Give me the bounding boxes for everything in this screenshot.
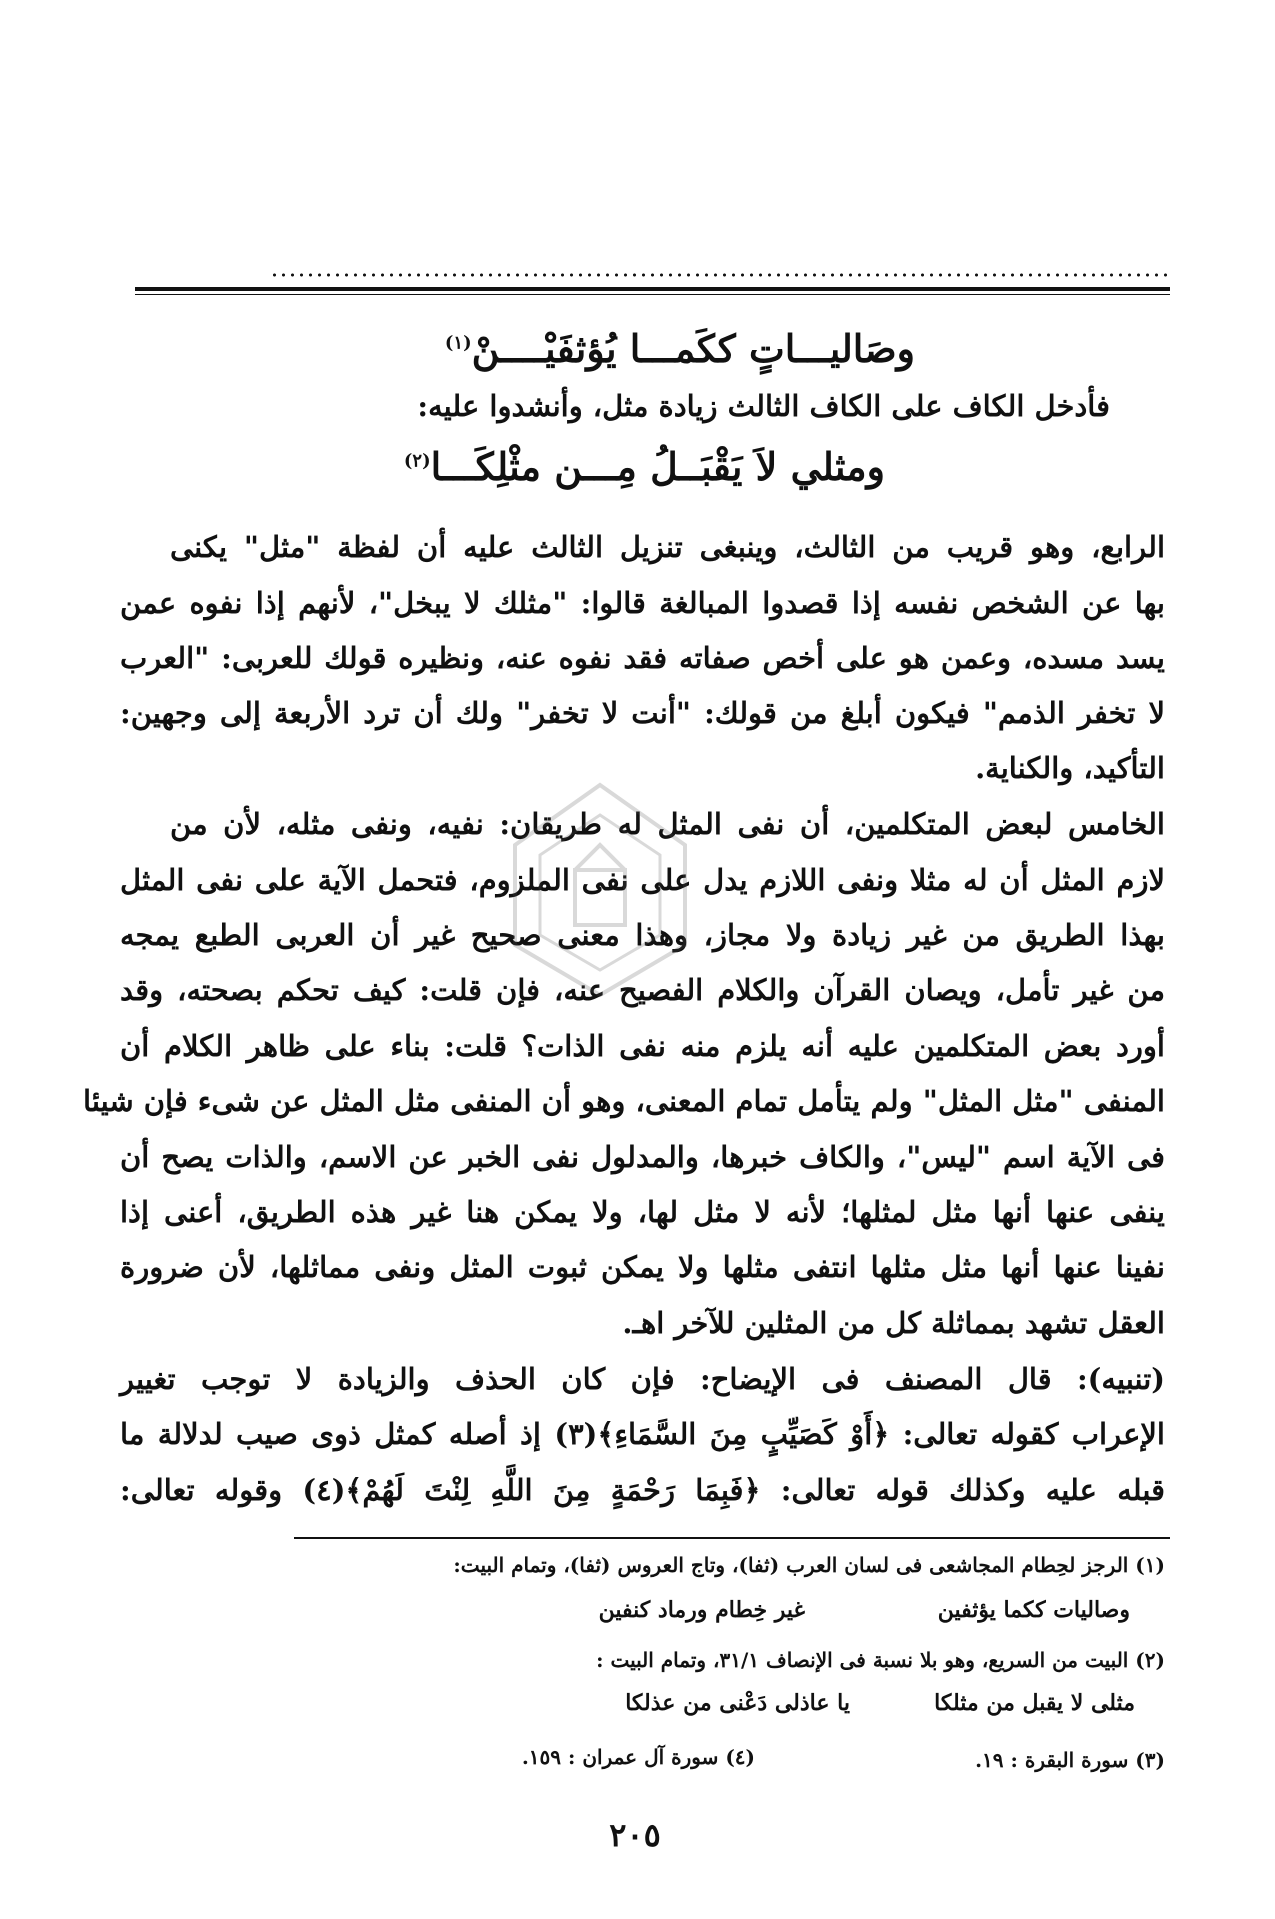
- body-line: يسد مسده، وعمن هو على أخص صفاته فقد نفوه عنه، ونظيره قولك للعربى: "العرب: [120, 641, 1165, 675]
- body-line: العقل تشهد بمماثلة كل من المثلين للآخر اهـ.: [622, 1306, 1165, 1340]
- body-line: قبله عليه وكذلك قوله تعالى: ﴿فَبِمَا رَحْمَةٍ مِنَ اللَّهِ لِنْتَ لَهُمْ﴾(٤) وقوله تعالى:: [120, 1473, 1165, 1507]
- footnote-1-verse-b: غير خِطام ورماد كنفين: [598, 1597, 805, 1623]
- body-line: لا تخفر الذمم" فيكون أبلغ من قولك: "أنت لا تخفر" ولك أن ترد الأربعة إلى وجهين:: [120, 696, 1165, 730]
- header-rule: [135, 287, 1170, 291]
- body-line: الإعراب كقوله تعالى: ﴿أَوْ كَصَيِّبٍ مِنَ السَّمَاءِ﴾(٣) إذ أصله كمثل ذوى صيب لدلالة ما: [120, 1417, 1165, 1451]
- body-line: المنفى "مثل المثل" ولم يتأمل تمام المعنى، وهو أن المنفى مثل المثل عن شىء فإن شيئا: [82, 1084, 1165, 1118]
- footnote-2-verse-b: يا عاذلى دَعْنى من عذلكا: [625, 1690, 850, 1716]
- body-line: بها عن الشخص نفسه إذا قصدوا المبالغة قالوا: "مثلك لا يبخل"، لأنهم إذا نفوه عمن: [120, 586, 1165, 620]
- intro-line: فأدخل الكاف على الكاف الثالث زيادة مثل، وأنشدوا عليه:: [417, 389, 1110, 423]
- body-line: أورد بعض المتكلمين عليه أنه يلزم منه نفى الذات؟ قلت: بناء على ظاهر الكلام أن: [120, 1029, 1165, 1063]
- body-line: التأكيد، والكناية.: [975, 751, 1165, 785]
- body-line: الرابع، وهو قريب من الثالث، وينبغى تنزيل الثالث عليه أن لفظة "مثل" يكنى: [170, 530, 1165, 564]
- footnote-separator: [294, 1537, 1170, 1539]
- header-dotted-rule: [270, 272, 1170, 278]
- body-line: ينفى عنها أنها مثل لمثلها؛ لأنه لا مثل لها، ولا يمكن هنا غير هذه الطريق، أعنى إذا: [120, 1195, 1165, 1229]
- library-seal-watermark: [500, 775, 700, 1005]
- body-line: بهذا الطريق من غير زيادة ولا مجاز، وهذا معنى صحيح غير أن العربى الطبع يمجه: [120, 918, 1165, 952]
- tanbih-line: (تنبيه): قال المصنف فى الإيضاح: فإن كان الحذف والزيادة لا توجب تغيير: [120, 1362, 1165, 1396]
- poetry-verse-2: [404, 444, 885, 489]
- verse-1-text: وصَاليـــاتٍ ككَمـــا يُؤثفَيْــــنْ: [471, 326, 915, 371]
- footnote-4: (٤) سورة آل عمران : ١٥٩.: [521, 1745, 755, 1769]
- verse-2-text: ومثلي لاَ يَقْبَــلُ مِـــن مثْلِكَـــا: [430, 444, 885, 489]
- body-line: نفينا عنها أنها مثل مثلها انتفى مثلها ولا يمكن ثبوت المثل ونفى مماثلها، لأن ضرورة: [120, 1250, 1165, 1284]
- footnote-1: (١) الرجز لحِطام المجاشعى فى لسان العرب (ثفا)، وتاج العروس (ثفا)، وتمام البيت:: [453, 1553, 1165, 1577]
- body-line: من غير تأمل، ويصان القرآن والكلام الفصيح عنه، فإن قلت: كيف تحكم بصحته، وقد: [120, 973, 1165, 1007]
- footnote-2-verse-a: مثلى لا يقبل من مثلكا: [934, 1690, 1135, 1716]
- footnote-3: (٣) سورة البقرة : ١٩.: [975, 1748, 1165, 1772]
- page-number: ٢٠٥: [609, 1816, 661, 1854]
- poetry-verse-1: [445, 326, 915, 371]
- footnote-1-verse-a: وصاليات ككما يؤثفين: [937, 1597, 1130, 1623]
- body-line: لازم المثل أن له مثلا ونفى اللازم يدل على نفى الملزوم، فتحمل الآية على نفى المثل: [120, 863, 1165, 897]
- footnote-2: (٢) البيت من السريع، وهو بلا نسبة فى الإنصاف ٣١/١، وتمام البيت :: [596, 1648, 1165, 1672]
- body-line: فى الآية اسم "ليس"، والكاف خبرها، والمدلول نفى الخبر عن الاسم، والذات يصح أن: [120, 1140, 1165, 1174]
- footnote-ref-2: (٢): [403, 450, 431, 472]
- footnote-ref-1: (١): [444, 332, 472, 354]
- body-line: الخامس لبعض المتكلمين، أن نفى المثل له طريقان: نفيه، ونفى مثله، لأن من: [170, 807, 1165, 841]
- header-rule-thin: [135, 294, 1170, 295]
